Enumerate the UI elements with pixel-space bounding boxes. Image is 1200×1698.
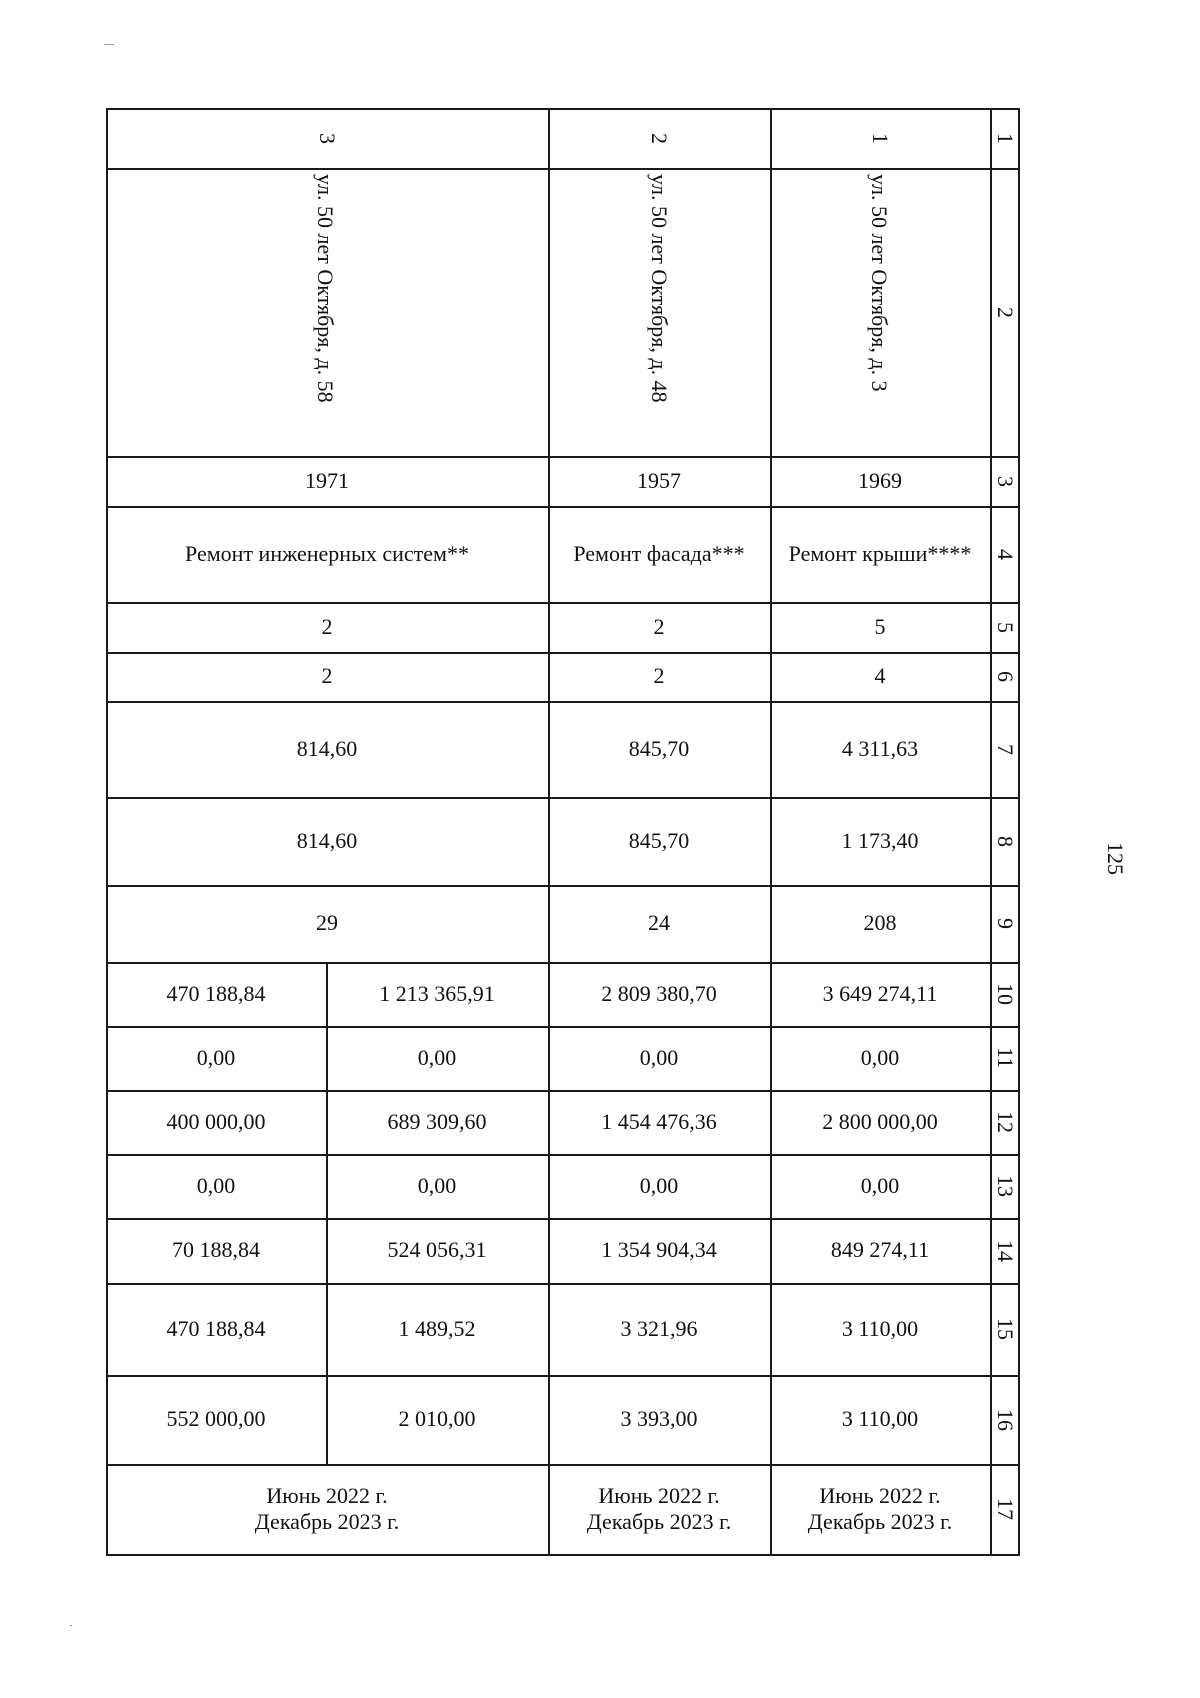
value-cell: 4	[874, 663, 886, 689]
column-number: 14	[993, 1239, 1019, 1262]
column-number: 3	[993, 475, 1019, 487]
value-cell: 3 110,00	[841, 1315, 919, 1341]
value-cell: 814,60	[296, 827, 358, 853]
value-cell: 689 309,60	[387, 1108, 487, 1134]
value-cell: 3 321,96	[620, 1315, 698, 1341]
value-cell: 3 393,00	[620, 1406, 698, 1432]
value-cell: 2	[321, 663, 333, 689]
value-cell: 400 000,00	[166, 1108, 266, 1134]
build-year: 1971	[305, 467, 349, 493]
value-cell: 1 354 904,34	[601, 1237, 717, 1263]
value-cell: 845,70	[628, 735, 690, 761]
value-cell: 0,00	[417, 1172, 457, 1198]
build-year: 1957	[637, 467, 681, 493]
value-cell: 1 213 365,91	[379, 980, 495, 1006]
object-number: 3	[315, 132, 341, 144]
grid-line	[1018, 108, 1020, 1554]
data-table	[106, 108, 1020, 1554]
value-cell: 0,00	[196, 1172, 236, 1198]
value-cell: 2 809 380,70	[601, 980, 717, 1006]
column-number: 7	[993, 743, 1019, 755]
column-number: 10	[993, 983, 1019, 1005]
work-period: Июнь 2022 г. Декабрь 2023 г.	[586, 1482, 732, 1534]
column-number: 8	[993, 835, 1019, 847]
value-cell: 0,00	[196, 1044, 236, 1070]
work-type: Ремонт крыши****	[788, 540, 972, 566]
value-cell: 2 800 000,00	[822, 1108, 938, 1134]
column-number: 2	[993, 306, 1019, 318]
work-type: Ремонт инженерных систем**	[185, 540, 469, 566]
value-cell: 29	[316, 910, 338, 936]
scan-speck	[70, 1625, 72, 1626]
value-cell: 0,00	[860, 1044, 900, 1070]
value-cell: 814,60	[296, 735, 358, 761]
column-number: 13	[993, 1175, 1019, 1197]
grid-line	[106, 168, 1020, 170]
column-number: 16	[993, 1408, 1019, 1431]
value-cell: 3 649 274,11	[822, 980, 938, 1006]
value-cell: 2	[653, 663, 665, 689]
object-number: 1	[868, 132, 894, 144]
value-cell: 208	[863, 910, 897, 936]
value-cell: 2	[653, 613, 665, 639]
value-cell: 0,00	[860, 1172, 900, 1198]
value-cell: 524 056,31	[387, 1237, 487, 1263]
value-cell: 845,70	[628, 827, 690, 853]
value-cell: 552 000,00	[166, 1406, 266, 1432]
build-year: 1969	[858, 467, 902, 493]
scan-speck	[104, 44, 114, 45]
column-number: 4	[993, 548, 1019, 560]
object-number: 2	[647, 132, 673, 144]
column-number: 17	[993, 1498, 1019, 1520]
column-number: 15	[993, 1318, 1019, 1340]
value-cell: 24	[648, 910, 670, 936]
value-cell: 2 010,00	[398, 1406, 476, 1432]
value-cell: 0,00	[639, 1172, 679, 1198]
column-number: 11	[993, 1047, 1019, 1069]
value-cell: 470 188,84	[166, 980, 266, 1006]
value-cell: 4 311,63	[841, 735, 919, 761]
value-cell: 849 274,11	[830, 1237, 930, 1263]
value-cell: 1 173,40	[841, 827, 919, 853]
value-cell: 5	[874, 613, 886, 639]
work-type: Ремонт фасада***	[573, 540, 745, 566]
work-period: Июнь 2022 г. Декабрь 2023 г.	[254, 1482, 400, 1534]
column-number: 5	[993, 621, 1019, 633]
grid-line	[106, 1554, 1020, 1556]
column-number: 6	[993, 671, 1019, 682]
column-number: 12	[993, 1111, 1019, 1133]
value-cell: 0,00	[639, 1044, 679, 1070]
value-cell: 470 188,84	[166, 1315, 266, 1341]
value-cell: 1 489,52	[398, 1315, 476, 1341]
value-cell: 3 110,00	[841, 1406, 919, 1432]
page-number: 125	[1103, 841, 1128, 875]
work-period: Июнь 2022 г. Декабрь 2023 г.	[807, 1482, 953, 1534]
object-address: ул. 50 лет Октября, д. 48	[647, 174, 672, 403]
value-cell: 70 188,84	[172, 1237, 260, 1263]
value-cell: 1 454 476,36	[601, 1108, 717, 1134]
value-cell: 0,00	[417, 1044, 457, 1070]
value-cell: 2	[321, 613, 333, 639]
object-address: ул. 50 лет Октября, д. 3	[867, 174, 892, 392]
column-number: 1	[993, 132, 1019, 144]
object-address: ул. 50 лет Октября, д. 58	[313, 174, 338, 403]
column-number: 9	[993, 918, 1019, 929]
